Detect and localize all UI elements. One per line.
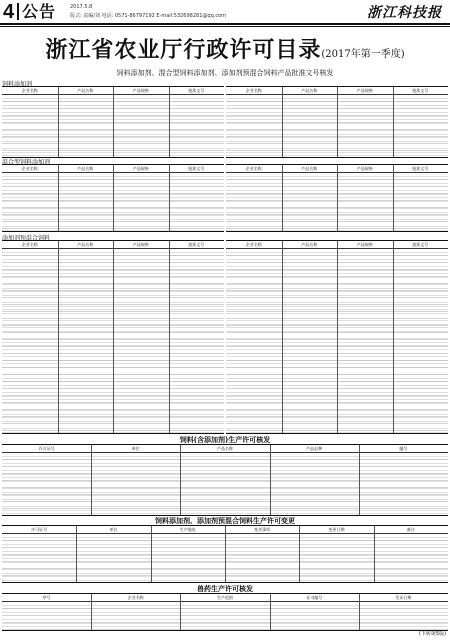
section-title: 公告 [22, 2, 57, 21]
column-divider [169, 241, 170, 433]
column-divider [359, 594, 360, 630]
table-header: 企业名称 产品名称 产品规格 批准文号 [2, 87, 224, 95]
production-license-table [2, 444, 448, 516]
masthead-divider [17, 3, 19, 20]
table-header: 许可证号 单位 产品名称 产品品种 编号 [2, 445, 448, 453]
masthead-rule-thin [0, 26, 450, 27]
section-label-feed-additive: 饲料添加剂 [2, 81, 33, 88]
column-divider [180, 594, 181, 630]
table-header: 企业名称 产品名称 产品规格 批准文号 [2, 165, 224, 173]
column-divider [113, 241, 114, 433]
mixed-additive-table-right [226, 164, 448, 232]
column-divider [393, 241, 394, 433]
column-divider [76, 526, 77, 582]
column-divider [58, 87, 59, 157]
premix-table-left [2, 240, 224, 434]
license-change-table [2, 525, 448, 583]
column-divider [113, 165, 114, 231]
table-header: 许可证号 单位 生产地址 变更事项 变更日期 备注 [2, 526, 448, 534]
section-label-mixed-additive: 混合型饲料添加剂 [2, 159, 51, 166]
column-divider [337, 87, 338, 157]
column-divider [282, 165, 283, 231]
column-divider [393, 165, 394, 231]
vet-license-table [2, 593, 448, 631]
table-header: 序号 企业名称 生产范围 证书编号 发证日期 [2, 594, 448, 602]
contact-info: 电话: 0571-86797192 E-mail:532698281@qq.com [101, 13, 227, 19]
column-divider [299, 526, 300, 582]
contact-line [70, 12, 226, 19]
page-number: 4 [3, 1, 15, 23]
column-divider [91, 594, 92, 630]
column-divider [270, 445, 271, 515]
section-band-vet-license: 兽药生产许可核发 [197, 585, 253, 593]
continued-note: (下转第5版) [418, 631, 446, 637]
table-rows [2, 602, 448, 630]
column-divider [180, 445, 181, 515]
column-divider [393, 87, 394, 157]
column-divider [169, 165, 170, 231]
issue-date: 2017.5.8 [70, 4, 93, 10]
column-divider [282, 87, 283, 157]
column-divider [225, 526, 226, 582]
column-divider [58, 165, 59, 231]
column-divider [113, 87, 114, 157]
column-divider [151, 526, 152, 582]
column-divider [91, 445, 92, 515]
title-suffix: (2017年第一季度) [321, 49, 405, 60]
title-text: 浙江省农业厅行政许可目录 [45, 37, 322, 63]
column-divider [359, 445, 360, 515]
column-divider [337, 241, 338, 433]
masthead [0, 0, 450, 24]
table-header: 企业名称 产品名称 产品规格 批准文号 [2, 241, 224, 249]
table-header: 企业名称 产品名称 产品规格 批准文号 [226, 241, 448, 249]
table-header: 企业名称 产品名称 产品规格 批准文号 [226, 165, 448, 173]
table-rows [2, 453, 448, 515]
column-divider [282, 241, 283, 433]
issue-info [70, 4, 92, 10]
table-header: 企业名称 产品名称 产品规格 批准文号 [226, 87, 448, 95]
section-band-license-change: 饲料添加剂、添加剂预混合饲料生产许可变更 [155, 517, 295, 525]
column-divider [337, 165, 338, 231]
page-subtitle: 饲料添加剂、混合型饲料添加剂、添加剂预混合饲料产品批准文号核发 [116, 69, 334, 77]
mixed-additive-table-left [2, 164, 224, 232]
feed-additive-table-right [226, 86, 448, 158]
newspaper-logo: 浙江科技报 [367, 5, 442, 21]
feed-additive-table-left [2, 86, 224, 158]
masthead-rule [0, 23, 450, 25]
column-divider [374, 526, 375, 582]
page-title [0, 33, 450, 64]
premix-table-right [226, 240, 448, 434]
editor-info: 版式: 责编/刘 [70, 13, 100, 19]
column-divider [169, 87, 170, 157]
section-band-production-license: 饲料(含添加剂)生产许可核发 [179, 436, 271, 444]
column-divider [270, 594, 271, 630]
column-divider [58, 241, 59, 433]
section-label-premix: 添加剂预混合饲料 [2, 235, 51, 242]
